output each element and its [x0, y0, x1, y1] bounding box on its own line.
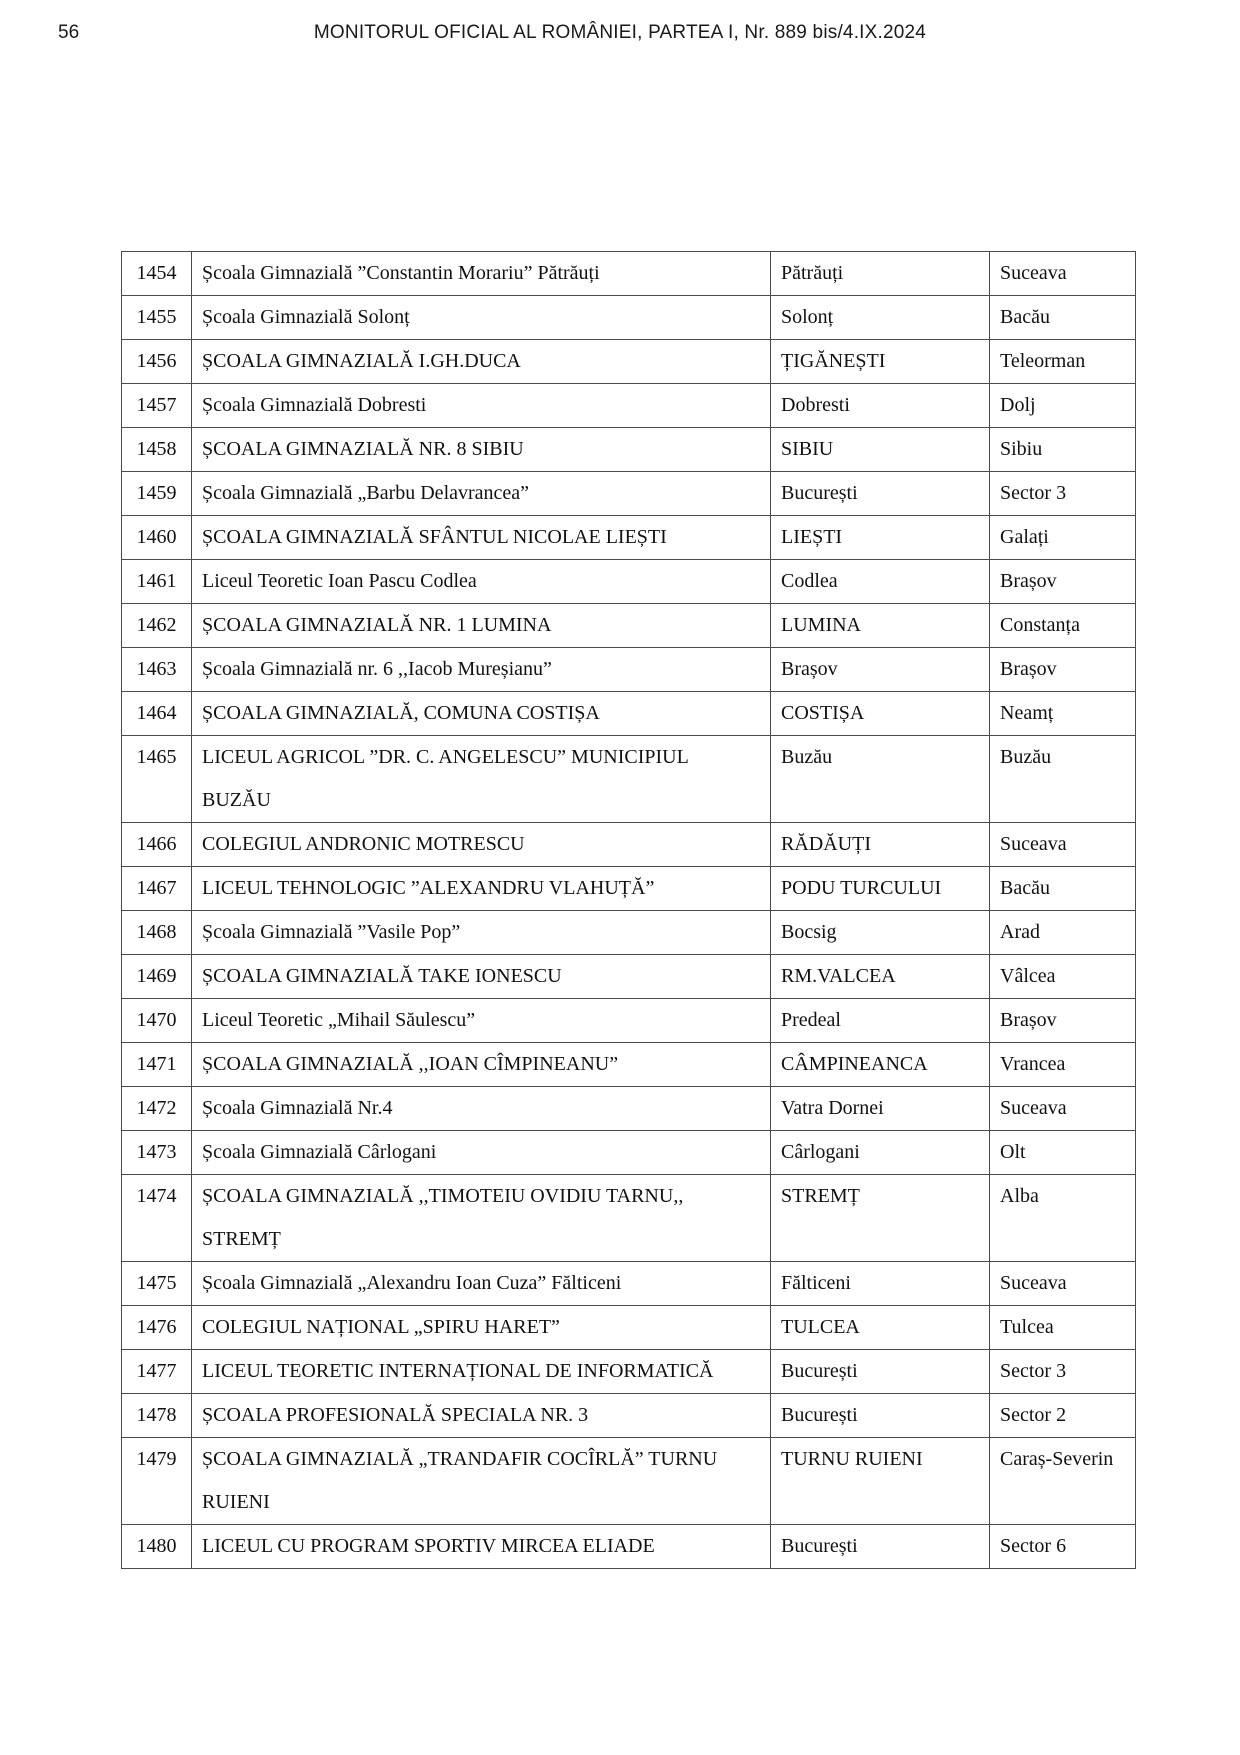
county-cell: Sector 3: [990, 1350, 1136, 1394]
table-row: [122, 1438, 1136, 1525]
table-row: [122, 736, 1136, 823]
school-name-cell: LICEUL TEORETIC INTERNAȚIONAL DE INFORMATICĂ: [192, 1350, 771, 1394]
row-number-cell: 1463: [122, 648, 192, 692]
school-name-cell: LICEUL TEHNOLOGIC ”ALEXANDRU VLAHUȚĂ”: [192, 867, 771, 911]
table-row: [122, 1525, 1136, 1569]
locality-cell: București: [771, 1525, 990, 1569]
locality-cell: București: [771, 472, 990, 516]
school-name-cell: Liceul Teoretic „Mihail Săulescu”: [192, 999, 771, 1043]
school-name-cell: ȘCOALA GIMNAZIALĂ „TRANDAFIR COCÎRLĂ” TURNU RUIENI: [192, 1438, 771, 1525]
locality-cell: RM.VALCEA: [771, 955, 990, 999]
school-name-cell: ȘCOALA GIMNAZIALĂ NR. 8 SIBIU: [192, 428, 771, 472]
county-cell: Caraș-Severin: [990, 1438, 1136, 1525]
row-number-cell: 1454: [122, 252, 192, 296]
county-cell: Sector 3: [990, 472, 1136, 516]
school-name-cell: ȘCOALA GIMNAZIALĂ TAKE IONESCU: [192, 955, 771, 999]
table-row: [122, 1043, 1136, 1087]
row-number-cell: 1462: [122, 604, 192, 648]
county-cell: Brașov: [990, 999, 1136, 1043]
school-name-cell: Școala Gimnazială Cârlogani: [192, 1131, 771, 1175]
school-name-cell: Școala Gimnazială nr. 6 ,,Iacob Mureșianu”: [192, 648, 771, 692]
table-row: [122, 1175, 1136, 1262]
county-cell: Brașov: [990, 648, 1136, 692]
locality-cell: COSTIȘA: [771, 692, 990, 736]
row-number-cell: 1470: [122, 999, 192, 1043]
locality-cell: ȚIGĂNEȘTI: [771, 340, 990, 384]
county-cell: Sibiu: [990, 428, 1136, 472]
county-cell: Bacău: [990, 296, 1136, 340]
schools-table: [121, 251, 1136, 1569]
table-row: [122, 1087, 1136, 1131]
county-cell: Buzău: [990, 736, 1136, 823]
school-name-cell: ȘCOALA GIMNAZIALĂ I.GH.DUCA: [192, 340, 771, 384]
locality-cell: Pătrăuți: [771, 252, 990, 296]
row-number-cell: 1469: [122, 955, 192, 999]
locality-cell: Codlea: [771, 560, 990, 604]
row-number-cell: 1466: [122, 823, 192, 867]
table-row: [122, 296, 1136, 340]
school-name-cell: Școala Gimnazială „Alexandru Ioan Cuza” Fălticeni: [192, 1262, 771, 1306]
locality-cell: București: [771, 1394, 990, 1438]
table-row: [122, 472, 1136, 516]
locality-cell: LIEȘTI: [771, 516, 990, 560]
locality-cell: RĂDĂUȚI: [771, 823, 990, 867]
table-row: [122, 384, 1136, 428]
row-number-cell: 1475: [122, 1262, 192, 1306]
locality-cell: București: [771, 1350, 990, 1394]
school-name-cell: ȘCOALA GIMNAZIALĂ ,,IOAN CÎMPINEANU”: [192, 1043, 771, 1087]
county-cell: Suceava: [990, 252, 1136, 296]
page-number: 56: [58, 22, 80, 43]
row-number-cell: 1467: [122, 867, 192, 911]
row-number-cell: 1471: [122, 1043, 192, 1087]
locality-cell: Vatra Dornei: [771, 1087, 990, 1131]
row-number-cell: 1457: [122, 384, 192, 428]
county-cell: Dolj: [990, 384, 1136, 428]
county-cell: Brașov: [990, 560, 1136, 604]
school-name-cell: ȘCOALA GIMNAZIALĂ NR. 1 LUMINA: [192, 604, 771, 648]
locality-cell: Bocsig: [771, 911, 990, 955]
school-name-cell: COLEGIUL NAȚIONAL „SPIRU HARET”: [192, 1306, 771, 1350]
locality-cell: PODU TURCULUI: [771, 867, 990, 911]
locality-cell: Predeal: [771, 999, 990, 1043]
locality-cell: Cârlogani: [771, 1131, 990, 1175]
school-name-cell: ȘCOALA GIMNAZIALĂ SFÂNTUL NICOLAE LIEȘTI: [192, 516, 771, 560]
locality-cell: SIBIU: [771, 428, 990, 472]
table-row: [122, 1131, 1136, 1175]
table-row: [122, 911, 1136, 955]
school-name-cell: Școala Gimnazială Nr.4: [192, 1087, 771, 1131]
table-row: [122, 648, 1136, 692]
county-cell: Vâlcea: [990, 955, 1136, 999]
table-row: [122, 999, 1136, 1043]
row-number-cell: 1476: [122, 1306, 192, 1350]
table-row: [122, 823, 1136, 867]
table-row: [122, 692, 1136, 736]
school-name-cell: Școala Gimnazială Solonț: [192, 296, 771, 340]
table-row: [122, 604, 1136, 648]
school-name-cell: LICEUL AGRICOL ”DR. C. ANGELESCU” MUNICIPIUL BUZĂU: [192, 736, 771, 823]
locality-cell: LUMINA: [771, 604, 990, 648]
school-name-cell: Școala Gimnazială „Barbu Delavrancea”: [192, 472, 771, 516]
county-cell: Bacău: [990, 867, 1136, 911]
school-name-cell: ȘCOALA PROFESIONALĂ SPECIALA NR. 3: [192, 1394, 771, 1438]
row-number-cell: 1474: [122, 1175, 192, 1262]
table-row: [122, 516, 1136, 560]
table-row: [122, 1350, 1136, 1394]
county-cell: Vrancea: [990, 1043, 1136, 1087]
county-cell: Suceava: [990, 1087, 1136, 1131]
row-number-cell: 1480: [122, 1525, 192, 1569]
schools-table-body: [122, 252, 1136, 1569]
school-name-cell: COLEGIUL ANDRONIC MOTRESCU: [192, 823, 771, 867]
county-cell: Tulcea: [990, 1306, 1136, 1350]
row-number-cell: 1472: [122, 1087, 192, 1131]
school-name-cell: Școala Gimnazială ”Vasile Pop”: [192, 911, 771, 955]
table-row: [122, 1306, 1136, 1350]
table-row: [122, 1262, 1136, 1306]
row-number-cell: 1465: [122, 736, 192, 823]
row-number-cell: 1461: [122, 560, 192, 604]
locality-cell: Solonț: [771, 296, 990, 340]
table-row: [122, 867, 1136, 911]
row-number-cell: 1460: [122, 516, 192, 560]
school-name-cell: ȘCOALA GIMNAZIALĂ, COMUNA COSTIȘA: [192, 692, 771, 736]
locality-cell: Dobresti: [771, 384, 990, 428]
county-cell: Olt: [990, 1131, 1136, 1175]
row-number-cell: 1478: [122, 1394, 192, 1438]
row-number-cell: 1477: [122, 1350, 192, 1394]
locality-cell: TURNU RUIENI: [771, 1438, 990, 1525]
county-cell: Suceava: [990, 823, 1136, 867]
school-name-cell: LICEUL CU PROGRAM SPORTIV MIRCEA ELIADE: [192, 1525, 771, 1569]
county-cell: Suceava: [990, 1262, 1136, 1306]
school-name-cell: Școala Gimnazială Dobresti: [192, 384, 771, 428]
table-row: [122, 560, 1136, 604]
row-number-cell: 1458: [122, 428, 192, 472]
county-cell: Arad: [990, 911, 1136, 955]
locality-cell: Buzău: [771, 736, 990, 823]
row-number-cell: 1468: [122, 911, 192, 955]
row-number-cell: 1473: [122, 1131, 192, 1175]
school-name-cell: Liceul Teoretic Ioan Pascu Codlea: [192, 560, 771, 604]
row-number-cell: 1479: [122, 1438, 192, 1525]
table-row: [122, 252, 1136, 296]
county-cell: Sector 6: [990, 1525, 1136, 1569]
county-cell: Sector 2: [990, 1394, 1136, 1438]
row-number-cell: 1459: [122, 472, 192, 516]
header-title: MONITORUL OFICIAL AL ROMÂNIEI, PARTEA I, Nr. 889 bis/4.IX.2024: [313, 22, 927, 43]
school-name-cell: ȘCOALA GIMNAZIALĂ ,,TIMOTEIU OVIDIU TARNU,, STREMȚ: [192, 1175, 771, 1262]
row-number-cell: 1464: [122, 692, 192, 736]
table-row: [122, 1394, 1136, 1438]
table-row: [122, 340, 1136, 384]
table-row: [122, 955, 1136, 999]
county-cell: Teleorman: [990, 340, 1136, 384]
locality-cell: CÂMPINEANCA: [771, 1043, 990, 1087]
county-cell: Galați: [990, 516, 1136, 560]
county-cell: Neamț: [990, 692, 1136, 736]
county-cell: Alba: [990, 1175, 1136, 1262]
row-number-cell: 1456: [122, 340, 192, 384]
school-name-cell: Școala Gimnazială ”Constantin Morariu” Pătrăuți: [192, 252, 771, 296]
locality-cell: TULCEA: [771, 1306, 990, 1350]
county-cell: Constanța: [990, 604, 1136, 648]
locality-cell: STREMȚ: [771, 1175, 990, 1262]
locality-cell: Fălticeni: [771, 1262, 990, 1306]
row-number-cell: 1455: [122, 296, 192, 340]
table-row: [122, 428, 1136, 472]
locality-cell: Brașov: [771, 648, 990, 692]
